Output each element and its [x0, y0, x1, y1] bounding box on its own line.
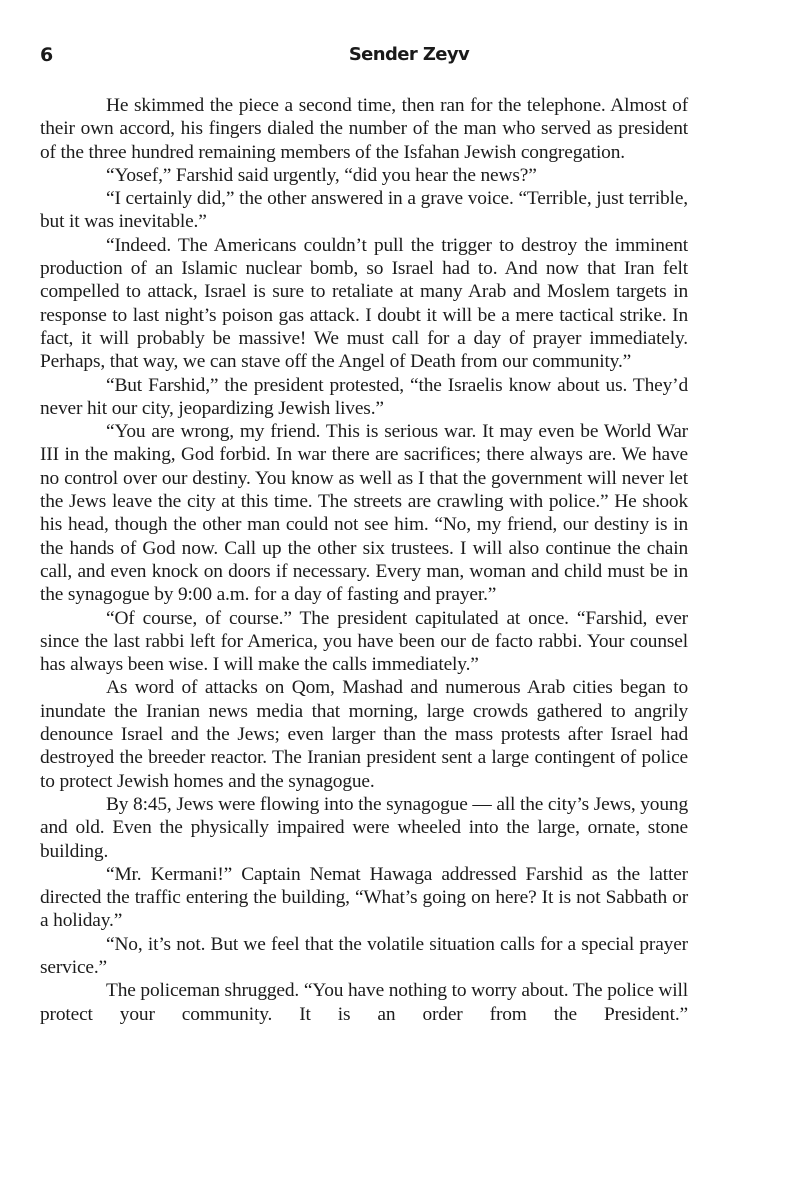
paragraph: As word of attacks on Qom, Mashad and numerous Arab cities began to inundate the Iranian news media that morning, large crowds gathered to angrily denounce Israel and the Jews; even larger than the mass protests after Israel had destroyed the breeder reactor. The Iranian president sent a large contingent of police to protect Jewish homes and the synagogue. [40, 677, 688, 792]
paragraph: “I certainly did,” the other answered in a grave voice. “Terrible, just terrible, but it was inevitable.” [40, 188, 688, 233]
paragraph: “You are wrong, my friend. This is serious war. It may even be World War III in the making, God forbid. In war there are sacrifices; there always are. We have no control over our destiny. You know as well as I that the government will never let the Jews leave the city at this time. The streets are crawling with police.” He shook his head, though the other man could not see him. “No, my friend, our destiny is in the hands of God now. Call up the other six trustees. I will also continue the chain call, and even knock on doors if necessary. Every man, woman and child must be in the synagogue by 9:00 a.m. for a day of fasting and prayer.” [40, 421, 688, 606]
paragraph: The policeman shrugged. “You have nothing to worry about. The police will protect your community. It is an order from the President.” [40, 980, 688, 1025]
body-text [40, 94, 688, 1026]
paragraph: “Of course, of course.” The president capitulated at once. “Farshid, ever since the last rabbi left for America, you have been our de facto rabbi. Your counsel has always been wise. I will make the calls immediately.” [40, 607, 688, 676]
page-header [40, 44, 688, 74]
paragraph: By 8:45, Jews were flowing into the synagogue — all the city’s Jews, young and old. Even the physically impaired were wheeled into the large, ornate, stone building. [40, 793, 688, 862]
paragraph: “Yosef,” Farshid said urgently, “did you hear the news?” [106, 164, 537, 186]
paragraph: “Mr. Kermani!” Captain Nemat Hawaga addressed Farshid as the latter directed the traffic entering the building, “What’s going on here? It is not Sabbath or a holiday.” [40, 863, 688, 932]
paragraph: “Indeed. The Americans couldn’t pull the trigger to destroy the imminent production of an Islamic nuclear bomb, so Israel had to. And now that Iran felt compelled to attack, Israel is sure to retaliate at many Arab and Moslem targets in response to last night’s poison gas attack. I doubt it will be a mere tactical strike. In fact, it will probably be massive! We must call for a day of prayer immediately. Perhaps, that way, we can stave off the Angel of Death from our community.” [40, 234, 688, 373]
running-title: Sender Zeyv [348, 44, 470, 65]
paragraph: “But Farshid,” the president protested, “the Israelis know about us. They’d never hit our city, jeopardizing Jewish lives.” [40, 374, 688, 419]
paragraph: He skimmed the piece a second time, then ran for the telephone. Almost of their own accord, his fingers dialed the number of the man who served as president of the three hundred remaining members of the Isfahan Jewish congregation. [40, 95, 688, 163]
page-number: 6 [40, 44, 53, 66]
paragraph: “No, it’s not. But we feel that the volatile situation calls for a special prayer service.” [40, 933, 688, 978]
